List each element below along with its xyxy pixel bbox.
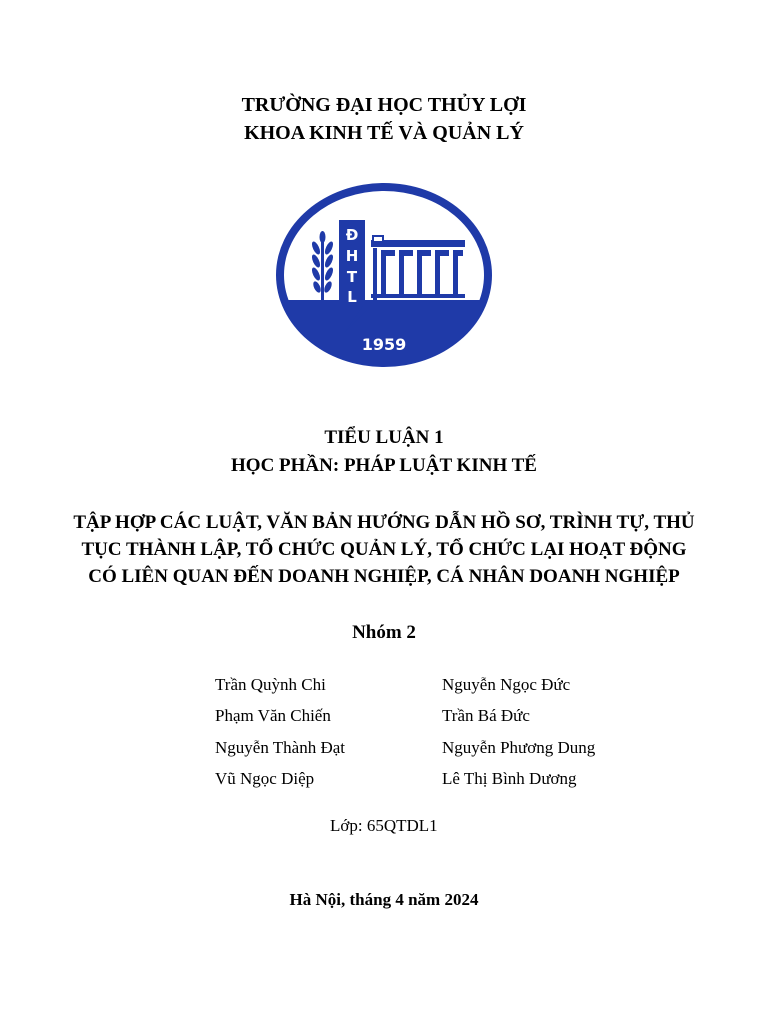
member-name: Nguyễn Thành Đạt	[215, 738, 345, 757]
member-name: Vũ Ngọc Diệp	[215, 769, 315, 788]
topic-block	[0, 510, 768, 591]
class-label: Lớp: 65QTDL1	[330, 816, 438, 835]
report-heading	[0, 425, 768, 481]
university-header	[0, 92, 768, 148]
university-name: TRƯỜNG ĐẠI HỌC THỦY LỢI	[241, 94, 527, 116]
logo-letter: H	[345, 247, 359, 265]
group-name: Nhóm 2	[352, 622, 416, 643]
topic-line: CÓ LIÊN QUAN ĐẾN DOANH NGHIỆP, CÁ NHÂN DOANH NGHIỆP	[88, 566, 680, 587]
course-name: HỌC PHẦN: PHÁP LUẬT KINH TẾ	[231, 455, 537, 476]
member-name: Lê Thị Bình Dương	[442, 769, 577, 788]
faculty-name: KHOA KINH TẾ VÀ QUẢN LÝ	[244, 122, 524, 144]
member-name: Nguyễn Ngọc Đức	[442, 675, 571, 694]
member-name: Phạm Văn Chiến	[215, 706, 331, 725]
report-title: TIỂU LUẬN 1	[324, 427, 444, 448]
logo-letter: T	[346, 268, 358, 286]
university-logo	[275, 182, 493, 368]
topic-line: TỤC THÀNH LẬP, TỔ CHỨC QUẢN LÝ, TỔ CHỨC LẠI HOẠT ĐỘNG	[81, 539, 687, 560]
logo-letter: Đ	[345, 226, 359, 244]
logo-letter: L	[347, 288, 357, 306]
place-date: Hà Nội, tháng 4 năm 2024	[289, 890, 479, 909]
logo-year: 1959	[361, 335, 407, 354]
member-name: Trần Quỳnh Chi	[215, 675, 326, 694]
member-name: Nguyễn Phương Dung	[442, 738, 596, 757]
member-name: Trần Bá Đức	[442, 706, 530, 725]
topic-line: TẬP HỢP CÁC LUẬT, VĂN BẢN HƯỚNG DẪN HỒ SƠ, TRÌNH TỰ, THỦ	[73, 512, 695, 533]
